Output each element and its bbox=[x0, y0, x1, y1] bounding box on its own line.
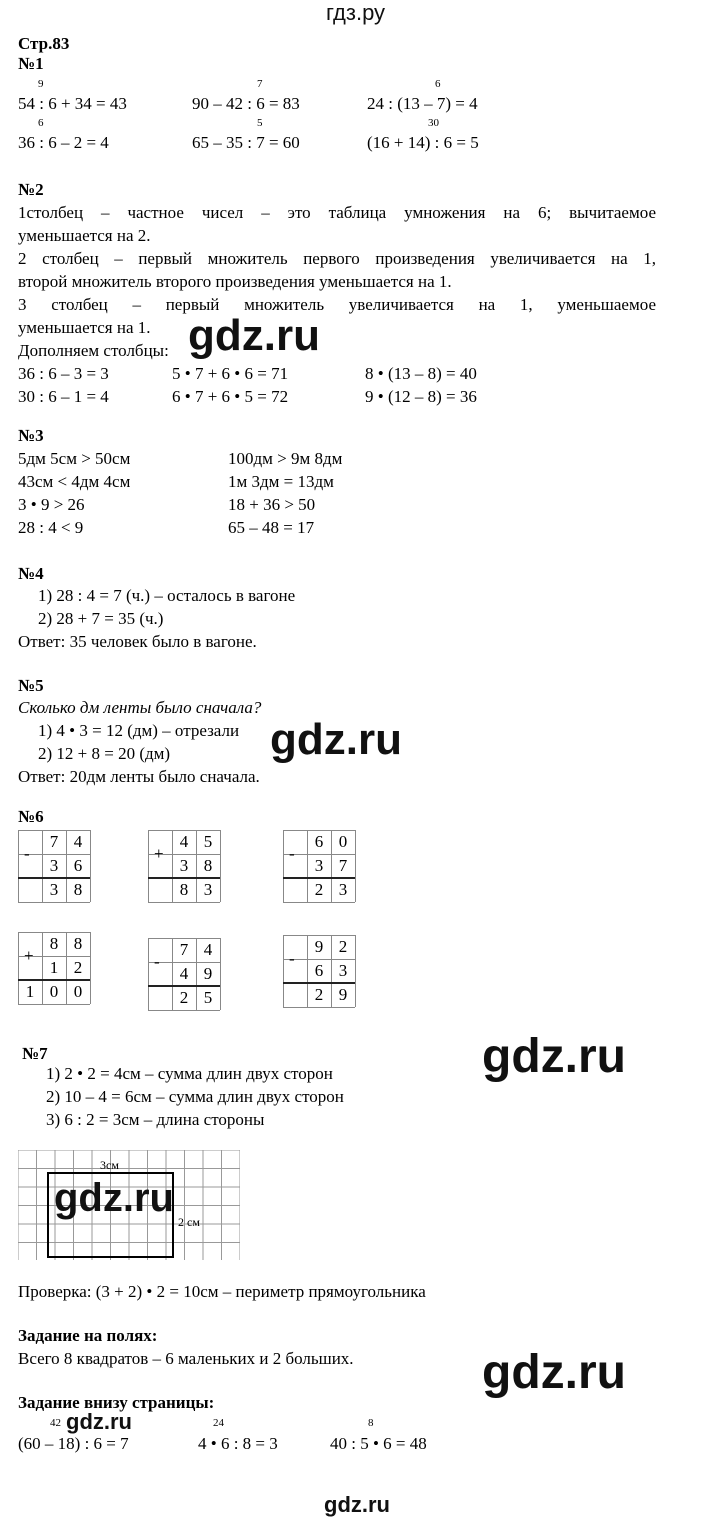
digit-cell: 2 bbox=[338, 937, 348, 956]
digit-cell: 8 bbox=[49, 934, 59, 953]
grid-line bbox=[90, 932, 91, 1004]
digit-cell: 0 bbox=[338, 832, 348, 851]
digit-cell: 0 bbox=[49, 982, 59, 1001]
digit-cell: 9 bbox=[338, 985, 348, 1004]
margin-task-text: Всего 8 квадратов – 6 маленьких и 2 больших. bbox=[18, 1349, 354, 1368]
bottom-task-expression: (60 – 18) : 6 = 7 bbox=[18, 1434, 129, 1453]
watermark: gdz.ru bbox=[188, 311, 320, 360]
bottom-task-title: Задание внизу страницы: bbox=[18, 1393, 215, 1412]
task2-line: 1столбец – частное чисел – это таблица умножения на 6; вычитаемое bbox=[18, 203, 656, 222]
digit-cell: 2 bbox=[314, 985, 324, 1004]
grid-line bbox=[283, 1007, 355, 1008]
grid-line bbox=[355, 830, 356, 902]
column-calculation bbox=[283, 830, 357, 904]
task7-title: №7 bbox=[22, 1044, 48, 1063]
task2-title: №2 bbox=[18, 180, 44, 199]
task7-step: 1) 2 • 2 = 4см – сумма длин двух сторон bbox=[46, 1064, 333, 1083]
digit-cell: 6 bbox=[73, 856, 83, 875]
task1-expression: 90 – 42 : 6 = 83 bbox=[192, 94, 300, 113]
task2-line: Дополняем столбцы: bbox=[18, 341, 169, 360]
digit-cell: 5 bbox=[203, 988, 213, 1007]
task2-result: 9 • (12 – 8) = 36 bbox=[365, 387, 477, 406]
digit-cell: 3 bbox=[338, 961, 348, 980]
task5-step: 2) 12 + 8 = 20 (дм) bbox=[38, 744, 171, 763]
operation-sign: + bbox=[24, 946, 34, 965]
digit-cell: 8 bbox=[179, 880, 189, 899]
column-calculation bbox=[283, 935, 357, 1009]
task3-compare: 65 – 48 = 17 bbox=[228, 518, 315, 537]
grid-line bbox=[283, 935, 284, 1007]
grid-line bbox=[148, 830, 149, 902]
task1-sup: 30 bbox=[428, 117, 439, 129]
grid-line bbox=[283, 830, 284, 902]
operation-sign: - bbox=[154, 952, 160, 971]
bottom-task-sup: 8 bbox=[368, 1417, 374, 1429]
task2-line: 3 столбец – первый множитель увеличивается на 1, уменьшаемое bbox=[18, 295, 656, 314]
task1-sup: 9 bbox=[38, 78, 44, 90]
digit-cell: 7 bbox=[338, 856, 348, 875]
task1-expression: 65 – 35 : 7 = 60 bbox=[192, 133, 300, 152]
digit-cell: 7 bbox=[49, 832, 59, 851]
bottom-task-expression: 4 • 6 : 8 = 3 bbox=[198, 1434, 278, 1453]
digit-cell: 4 bbox=[203, 940, 213, 959]
grid-line bbox=[148, 1010, 220, 1011]
task3-compare: 100дм > 9м 8дм bbox=[228, 449, 343, 468]
bottom-task-expression: 40 : 5 • 6 = 48 bbox=[330, 1434, 427, 1453]
watermark: gdz.ru bbox=[66, 1409, 132, 1434]
digit-cell: 9 bbox=[314, 937, 324, 956]
task1-sup: 5 bbox=[257, 117, 263, 129]
task6-title: №6 bbox=[18, 807, 44, 826]
task3-compare: 1м 3дм = 13дм bbox=[228, 472, 334, 491]
grid-line bbox=[90, 830, 91, 902]
task4-answer: Ответ: 35 человек было в вагоне. bbox=[18, 632, 257, 651]
rectangle-height-label: 2 см bbox=[178, 1215, 200, 1229]
digit-cell: 3 bbox=[203, 880, 213, 899]
operation-sign: - bbox=[289, 949, 295, 968]
task2-line: уменьшается на 2. bbox=[18, 226, 151, 245]
watermark: gdz.ru bbox=[482, 1346, 626, 1399]
task4-step: 1) 28 : 4 = 7 (ч.) – осталось в вагоне bbox=[38, 586, 296, 605]
task3-compare: 3 • 9 > 26 bbox=[18, 495, 85, 514]
task1-sup: 7 bbox=[257, 78, 263, 90]
watermark: gdz.ru bbox=[482, 1030, 626, 1083]
operation-sign: - bbox=[24, 844, 30, 863]
digit-cell: 9 bbox=[203, 964, 213, 983]
task5-answer: Ответ: 20дм ленты было сначала. bbox=[18, 767, 260, 786]
grid-line bbox=[148, 902, 220, 903]
task2-result: 6 • 7 + 6 • 5 = 72 bbox=[172, 387, 289, 406]
digit-cell: 0 bbox=[73, 982, 83, 1001]
digit-cell: 3 bbox=[49, 856, 59, 875]
digit-cell: 8 bbox=[73, 880, 83, 899]
grid-line bbox=[18, 830, 19, 902]
bottom-task-sup: 24 bbox=[213, 1417, 224, 1429]
digit-cell: 8 bbox=[203, 856, 213, 875]
task7-step: 2) 10 – 4 = 6см – сумма длин двух сторон bbox=[46, 1087, 344, 1106]
grid-line bbox=[283, 902, 355, 903]
task5-step: 1) 4 • 3 = 12 (дм) – отрезали bbox=[38, 721, 240, 740]
header-watermark: гдз.ру bbox=[326, 0, 386, 25]
grid-line bbox=[18, 1004, 90, 1005]
digit-cell: 3 bbox=[314, 856, 324, 875]
rectangle-width-label: 3см bbox=[100, 1158, 119, 1172]
task3-compare: 18 + 36 > 50 bbox=[228, 495, 316, 514]
digit-cell: 8 bbox=[73, 934, 83, 953]
task1-sup: 6 bbox=[435, 78, 441, 90]
digit-cell: 1 bbox=[49, 958, 59, 977]
digit-cell: 6 bbox=[314, 961, 324, 980]
digit-cell: 5 bbox=[203, 832, 213, 851]
task2-line: уменьшается на 1. bbox=[18, 318, 151, 337]
digit-cell: 2 bbox=[179, 988, 189, 1007]
operation-sign: + bbox=[154, 844, 164, 863]
task2-line: 2 столбец – первый множитель первого произведения увеличивается на 1, bbox=[18, 249, 656, 268]
column-calculation bbox=[148, 830, 222, 904]
grid-line bbox=[148, 938, 149, 1010]
digit-cell: 4 bbox=[73, 832, 83, 851]
task1-expression: 36 : 6 – 2 = 4 bbox=[18, 133, 109, 152]
grid-line bbox=[220, 938, 221, 1010]
digit-cell: 4 bbox=[179, 964, 189, 983]
task2-result: 5 • 7 + 6 • 6 = 71 bbox=[172, 364, 289, 383]
task1-sup: 6 bbox=[38, 117, 44, 129]
bottom-task-sup: 42 bbox=[50, 1417, 61, 1429]
digit-cell: 4 bbox=[179, 832, 189, 851]
task4-step: 2) 28 + 7 = 35 (ч.) bbox=[38, 609, 164, 628]
digit-cell: 7 bbox=[179, 940, 189, 959]
digit-cell: 2 bbox=[73, 958, 83, 977]
grid-line bbox=[355, 935, 356, 1007]
digit-cell: 1 bbox=[25, 982, 35, 1001]
margin-task-title: Задание на полях: bbox=[18, 1326, 158, 1345]
task7-check: Проверка: (3 + 2) • 2 = 10см – периметр прямоугольника bbox=[18, 1282, 426, 1301]
task5-question: Сколько дм ленты было сначала? bbox=[18, 698, 262, 717]
digit-cell: 3 bbox=[338, 880, 348, 899]
task4-title: №4 bbox=[18, 564, 44, 583]
grid-line bbox=[220, 830, 221, 902]
operation-sign: - bbox=[289, 844, 295, 863]
task1-expression: 24 : (13 – 7) = 4 bbox=[367, 94, 478, 113]
digit-cell: 6 bbox=[314, 832, 324, 851]
task3-compare: 28 : 4 < 9 bbox=[18, 518, 84, 537]
grid-line bbox=[18, 902, 90, 903]
watermark: gdz.ru bbox=[270, 715, 402, 764]
task7-step: 3) 6 : 2 = 3см – длина стороны bbox=[46, 1110, 265, 1129]
column-calculation bbox=[148, 938, 222, 1012]
digit-cell: 3 bbox=[49, 880, 59, 899]
task5-title: №5 bbox=[18, 676, 44, 695]
watermark: gdz.ru bbox=[54, 1176, 174, 1220]
digit-cell: 2 bbox=[314, 880, 324, 899]
task1-expression: (16 + 14) : 6 = 5 bbox=[367, 133, 479, 152]
task2-result: 36 : 6 – 3 = 3 bbox=[18, 364, 109, 383]
task3-compare: 5дм 5см > 50см bbox=[18, 449, 131, 468]
footer-watermark: gdz.ru bbox=[324, 1492, 390, 1517]
task2-result: 8 • (13 – 8) = 40 bbox=[365, 364, 477, 383]
task2-result: 30 : 6 – 1 = 4 bbox=[18, 387, 109, 406]
digit-cell: 3 bbox=[179, 856, 189, 875]
task1-expression: 54 : 6 + 34 = 43 bbox=[18, 94, 127, 113]
task3-title: №3 bbox=[18, 426, 44, 445]
task1-title: №1 bbox=[18, 54, 44, 73]
column-calculation bbox=[18, 830, 92, 904]
page-label: Стр.83 bbox=[18, 34, 70, 53]
task3-compare: 43см < 4дм 4см bbox=[18, 472, 131, 491]
column-calculation bbox=[18, 932, 92, 1006]
task2-line: второй множитель второго произведения уменьшается на 1. bbox=[18, 272, 452, 291]
